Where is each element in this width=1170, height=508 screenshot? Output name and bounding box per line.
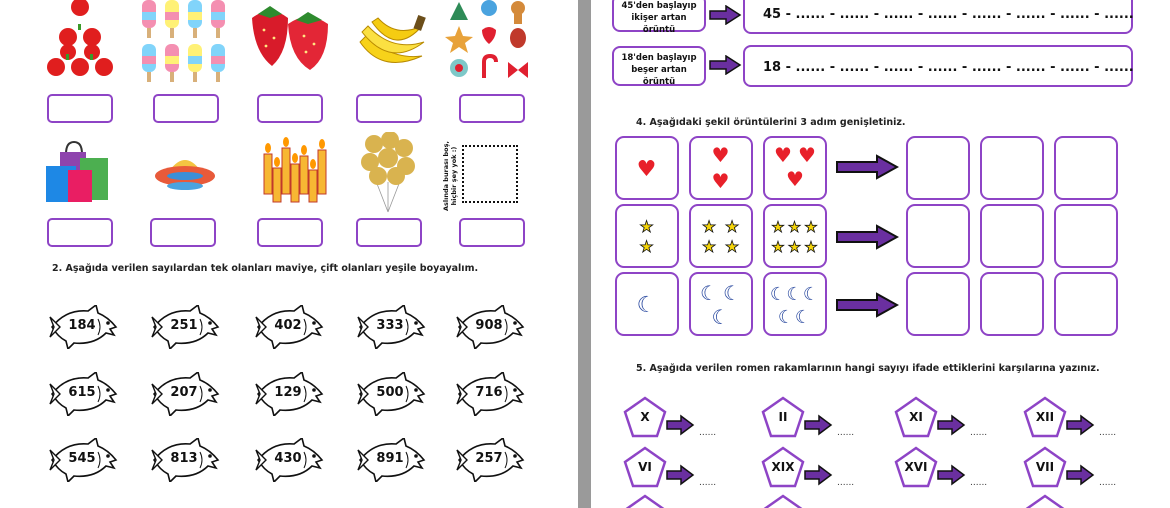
roman-numeral-text: XIX <box>771 460 795 474</box>
roman-numeral-badge <box>623 396 667 438</box>
pentagon-icon <box>1023 494 1067 508</box>
fish-number[interactable] <box>254 372 328 416</box>
answer-box-bananas[interactable] <box>356 94 422 123</box>
arrow-icon <box>936 414 966 436</box>
svg-text:☾: ☾ <box>786 284 803 305</box>
roman-arrow <box>1065 414 1095 440</box>
roman-numeral-text: II <box>778 410 788 424</box>
star-step-2 <box>689 204 753 268</box>
moon-answer-3[interactable] <box>1054 272 1118 336</box>
fish-number-label: 545 <box>68 451 96 466</box>
balloons-picture <box>360 132 416 214</box>
roman-answer-blank[interactable]: ...... <box>970 428 988 438</box>
svg-text:★: ★ <box>639 237 654 256</box>
answer-box-balloons[interactable] <box>356 218 422 247</box>
svg-text:★: ★ <box>787 218 802 236</box>
fish-number[interactable] <box>48 438 122 482</box>
ornaments-picture <box>444 0 534 82</box>
answer-box-apples[interactable] <box>47 94 113 123</box>
answer-box-popsicles[interactable] <box>153 94 219 123</box>
svg-text:♥: ♥ <box>636 157 657 182</box>
roman-numeral-badge <box>1023 446 1067 488</box>
apples-picture <box>40 0 120 82</box>
star-answer-1[interactable] <box>906 204 970 268</box>
arrow-icon <box>835 292 899 318</box>
left-worksheet-page <box>0 0 578 508</box>
pentagon-icon <box>623 494 667 508</box>
answer-box-strawberries[interactable] <box>257 94 323 123</box>
roman-numeral-text: VI <box>638 460 652 474</box>
svg-text:★: ★ <box>771 238 785 256</box>
pattern-sequence-18[interactable]: 18 - ...... - ...... - ...... - ...... - ...... - ...... - ...... - ...... <box>743 45 1133 87</box>
svg-text:☾: ☾ <box>711 305 730 329</box>
roman-numeral-text: VII <box>1035 460 1055 474</box>
roman-arrow <box>936 464 966 490</box>
fish-number-label: 333 <box>376 318 404 333</box>
svg-text:♥: ♥ <box>711 169 730 193</box>
svg-text:♥: ♥ <box>786 167 804 191</box>
fish-row-partial <box>50 500 550 508</box>
svg-text:★: ★ <box>701 217 717 236</box>
heart-step-1 <box>615 136 679 200</box>
fish-number[interactable] <box>150 438 224 482</box>
roman-answer-blank[interactable]: ...... <box>837 478 855 488</box>
svg-text:☾: ☾ <box>700 281 718 305</box>
roman-arrow <box>803 414 833 440</box>
roman-numeral-badge <box>761 396 805 438</box>
empty-dotted-frame <box>462 145 518 203</box>
arrow-icon <box>665 464 695 486</box>
svg-text:♥: ♥ <box>798 143 816 167</box>
arrow-icon <box>1065 464 1095 486</box>
fish-number[interactable] <box>455 305 529 349</box>
question-4-text: 4. Aşağıdaki şekil örüntülerini 3 adım genişletiniz. <box>636 117 906 128</box>
svg-text:☾: ☾ <box>723 281 741 305</box>
roman-arrow <box>1065 464 1095 490</box>
fish-number[interactable] <box>48 372 122 416</box>
roman-arrow <box>665 464 695 490</box>
svg-text:★: ★ <box>804 238 818 256</box>
strawberries-picture <box>248 0 332 74</box>
fish-number-label: 184 <box>68 318 96 333</box>
right-worksheet-page <box>591 0 1170 508</box>
arrow-icon <box>803 464 833 486</box>
fish-number[interactable] <box>48 305 122 349</box>
roman-answer-blank[interactable]: ...... <box>837 428 855 438</box>
answer-box-ornaments[interactable] <box>459 94 525 123</box>
svg-text:★: ★ <box>787 238 802 256</box>
roman-numeral-text: XII <box>1035 410 1055 424</box>
fish-number[interactable] <box>455 438 529 482</box>
question-2-text: 2. Aşağıda verilen sayılardan tek olanları maviye, çift olanları yeşile boyayalım. <box>52 263 479 274</box>
svg-text:☾: ☾ <box>636 293 657 318</box>
answer-box-empty[interactable] <box>459 218 525 247</box>
empty-note-text: Aslında burası boş, hiçbir şey yok :) <box>442 141 458 211</box>
svg-text:★: ★ <box>771 218 785 236</box>
moon-step-1 <box>615 272 679 336</box>
heart-answer-1[interactable] <box>906 136 970 200</box>
roman-numeral-badge <box>623 446 667 488</box>
heart-answer-3[interactable] <box>1054 136 1118 200</box>
arrow-icon <box>803 414 833 436</box>
fish-number[interactable] <box>150 305 224 349</box>
svg-text:★: ★ <box>639 217 654 236</box>
moon-answer-2[interactable] <box>980 272 1044 336</box>
star-answer-2[interactable] <box>980 204 1044 268</box>
pattern-sequence-45[interactable]: 45 - ...... - ...... - ...... - ...... - ...... - ...... - ...... - ...... <box>743 0 1133 34</box>
fish-number[interactable] <box>254 305 328 349</box>
answer-box-shopping-bags[interactable] <box>47 218 113 247</box>
roman-arrow <box>665 414 695 440</box>
question-5-text: 5. Aşağıda verilen romen rakamlarının hangi sayıyı ifade ettiklerini karşılarına yazınız. <box>636 363 1100 374</box>
svg-text:☾: ☾ <box>777 307 795 328</box>
fish-number[interactable] <box>356 372 430 416</box>
svg-text:★: ★ <box>724 217 740 236</box>
svg-text:☾: ☾ <box>794 307 812 328</box>
star-step-1 <box>615 204 679 268</box>
moon-step-3 <box>763 272 827 336</box>
arrow-icon <box>936 464 966 486</box>
roman-answer-blank[interactable]: ...... <box>1099 478 1117 488</box>
fish-number-label: 430 <box>274 451 302 466</box>
fish-number-label: 129 <box>274 385 302 400</box>
svg-text:☾: ☾ <box>802 284 820 305</box>
fish-number-label: 615 <box>68 385 96 400</box>
roman-numeral-badge <box>1023 396 1067 438</box>
heart-answer-2[interactable] <box>980 136 1044 200</box>
svg-text:♥: ♥ <box>774 143 792 167</box>
roman-answer-blank[interactable]: ...... <box>699 428 717 438</box>
fish-number-label: 908 <box>475 318 503 333</box>
arrow-icon <box>708 5 742 25</box>
fish-number-label: 402 <box>274 318 302 333</box>
arrow-icon <box>1065 414 1095 436</box>
moon-step-2 <box>689 272 753 336</box>
roman-arrow <box>936 414 966 440</box>
roman-answer-blank[interactable]: ...... <box>1099 428 1117 438</box>
roman-numeral-text: XI <box>909 410 923 424</box>
pattern-label-45: 45'den başlayıp ikişer artan örüntü <box>612 0 706 32</box>
roman-answer-blank[interactable]: ...... <box>970 478 988 488</box>
heart-step-2 <box>689 136 753 200</box>
answer-box-candles[interactable] <box>257 218 323 247</box>
svg-text:☾: ☾ <box>769 284 787 305</box>
star-step-3 <box>763 204 827 268</box>
roman-numeral-badge <box>894 396 938 438</box>
roman-numeral-badge <box>761 446 805 488</box>
roman-arrow <box>803 464 833 490</box>
fish-number[interactable] <box>455 372 529 416</box>
fish-number-label: 257 <box>475 451 503 466</box>
heart-step-3 <box>763 136 827 200</box>
moon-answer-1[interactable] <box>906 272 970 336</box>
svg-text:★: ★ <box>804 218 818 236</box>
roman-numeral-badge-partial <box>623 494 667 508</box>
arrow-icon <box>665 414 695 436</box>
fish-number-label: 207 <box>170 385 198 400</box>
fish-number[interactable] <box>150 372 224 416</box>
fish-number-label: 891 <box>376 451 404 466</box>
arrow-icon <box>708 55 742 75</box>
arrow-icon <box>835 224 899 250</box>
star-answer-3[interactable] <box>1054 204 1118 268</box>
roman-numeral-badge <box>894 446 938 488</box>
bananas-picture <box>352 12 428 78</box>
svg-text:★: ★ <box>701 237 717 256</box>
roman-numeral-badge-partial <box>1023 494 1067 508</box>
answer-box-ufo[interactable] <box>150 218 216 247</box>
roman-numeral-text: XVI <box>904 460 928 474</box>
fish-number[interactable] <box>254 438 328 482</box>
candles-picture <box>260 134 332 204</box>
roman-numeral-badge-partial <box>761 494 805 508</box>
pattern-label-18: 18'den başlayıp beşer artan örüntü <box>612 46 706 86</box>
fish-number-label: 500 <box>376 385 404 400</box>
fish-number-label: 813 <box>170 451 198 466</box>
svg-text:★: ★ <box>724 237 740 256</box>
arrow-icon <box>835 154 899 180</box>
roman-numeral-text: X <box>640 410 650 424</box>
fish-number[interactable] <box>356 305 430 349</box>
popsicles-picture <box>138 0 234 82</box>
fish-number[interactable] <box>356 438 430 482</box>
svg-text:♥: ♥ <box>711 143 730 167</box>
fish-number-label: 251 <box>170 318 198 333</box>
pentagon-icon <box>761 494 805 508</box>
shopping-bags-picture <box>44 140 112 204</box>
roman-answer-blank[interactable]: ...... <box>699 478 717 488</box>
ufo-picture <box>152 150 218 196</box>
fish-number-label: 716 <box>475 385 503 400</box>
